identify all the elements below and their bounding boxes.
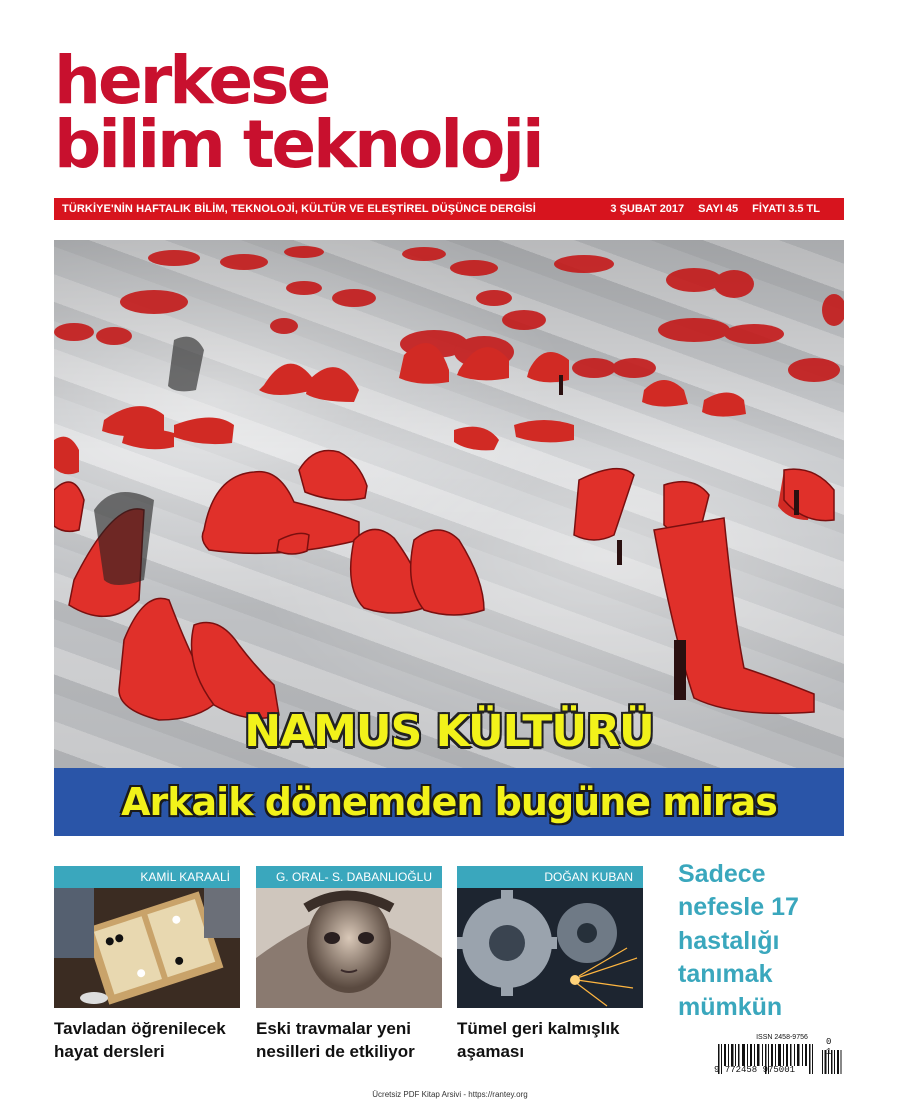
cover-headline: Arkaik dönemden bugüne miras: [121, 780, 777, 824]
magazine-tagline: TÜRKİYE'NİN HAFTALIK BİLİM, TEKNOLOJİ, KÜLTÜR VE ELEŞTİREL DÜŞÜNCE DERGİSİ: [62, 203, 536, 215]
child-portrait-illustration: [256, 888, 442, 1008]
issn-number: ISSN 2458-9756: [756, 1034, 808, 1041]
child-portrait-photo: [256, 888, 442, 1008]
masthead-line2: bilim teknoloji: [54, 106, 542, 183]
issue-date: 3 ŞUBAT 2017: [610, 203, 685, 215]
red-shoes-illustration: [54, 240, 844, 768]
grinding-gears-photo: [457, 888, 643, 1008]
footer-source-note: Ücretsiz PDF Kitap Arsivi - https://rantey.org: [372, 1090, 528, 1099]
cover-kicker: NAMUS KÜLTÜRÜ: [244, 706, 654, 757]
side-story-headline[interactable]: Sadece nefesle 17 hastalığı tanımak mümkün: [678, 860, 799, 1021]
article-title: Eski travmalar yeni nesilleri de etkiliyor: [256, 1019, 415, 1061]
grinding-gears-illustration: [457, 888, 643, 1008]
article-card-2[interactable]: [256, 866, 442, 1064]
article-title: Tümel geri kalmışlık aşaması: [457, 1019, 620, 1061]
masthead-logo: [54, 42, 542, 183]
article-card-3[interactable]: [457, 866, 643, 1064]
issue-price: FİYATI 3.5 TL: [752, 203, 820, 215]
article-author: G. ORAL- S. DABANLIOĞLU: [256, 866, 442, 888]
backgammon-illustration: [54, 888, 240, 1008]
barcode-addon: 0 1: [826, 1037, 832, 1057]
backgammon-photo: [54, 888, 240, 1008]
article-author: KAMİL KARAALİ: [54, 866, 240, 888]
article-author: DOĞAN KUBAN: [457, 866, 643, 888]
issue-number: SAYI 45: [698, 203, 739, 215]
barcode-digits: 9 772458 975001: [714, 1065, 796, 1075]
masthead-line1: herkese: [54, 42, 329, 119]
issue-info-bar: [54, 198, 844, 220]
article-card-1[interactable]: [54, 866, 240, 1064]
cover-headline-bar: [54, 768, 844, 836]
article-title: Tavladan öğrenilecek hayat dersleri: [54, 1019, 226, 1061]
cover-photo-red-shoes: [54, 240, 844, 768]
